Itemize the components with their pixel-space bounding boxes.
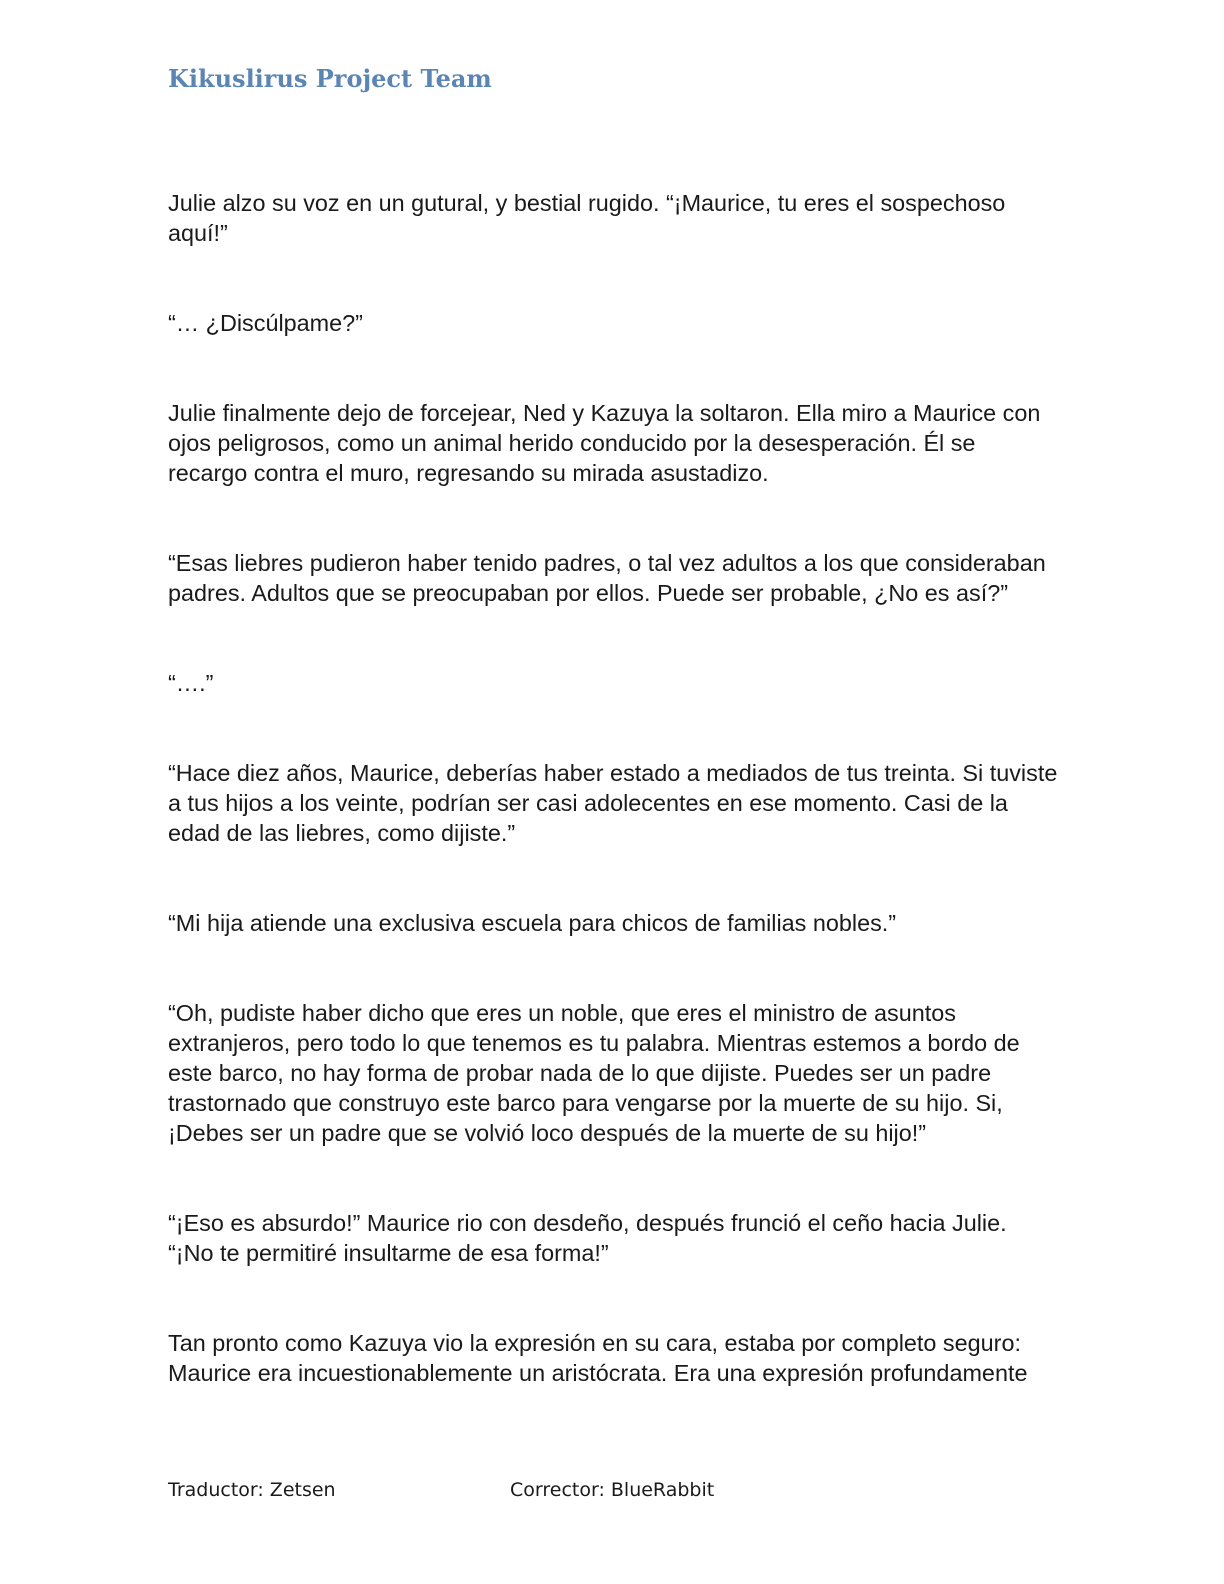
paragraph: Julie alzo su voz en un gutural, y bestial rugido. “¡Maurice, tu eres el sospechoso aquí!” [168, 190, 1006, 246]
paragraph: “Mi hija atiende una exclusiva escuela para chicos de familias nobles.” [168, 910, 897, 936]
paragraph: Julie finalmente dejo de forcejear, Ned y Kazuya la soltaron. Ella miro a Maurice con ojos peligrosos, como un animal herido conducido por la desesperación. Él se recargo contra el muro, regresando su mirada asustadizo. [168, 400, 1041, 486]
paragraph: “¡Eso es absurdo!” Maurice rio con desdeño, después frunció el ceño hacia Julie. “¡No te permitiré insultarme de esa forma!” [168, 1210, 1007, 1266]
footer-translator: Traductor: Zetsen [168, 1479, 336, 1501]
footer-corrector: Corrector: BlueRabbit [510, 1479, 715, 1501]
paragraph: “….” [168, 670, 214, 696]
paragraph: “… ¿Discúlpame?” [168, 310, 363, 336]
page-footer [168, 1479, 868, 1505]
document-body [168, 188, 1058, 1448]
paragraph: “Hace diez años, Maurice, deberías haber estado a mediados de tus treinta. Si tuviste a tus hijos a los veinte, podrían ser casi adolecentes en ese momento. Casi de la edad de las liebres, como dijiste.” [168, 760, 1058, 846]
paragraph: “Oh, pudiste haber dicho que eres un noble, que eres el ministro de asuntos extranjeros, pero todo lo que tenemos es tu palabra. Mientras estemos a bordo de este barco, no hay forma de probar nada de lo que dijiste. Puedes ser un padre trastornado que construyo este barco para vengarse por la muerte de su hijo. Si, ¡Debes ser un padre que se volvió loco después de la muerte de su hijo!” [168, 1000, 1020, 1146]
paragraph: Tan pronto como Kazuya vio la expresión en su cara, estaba por completo seguro: Maurice era incuestionablemente un aristócrata. Era una expresión profundamente [168, 1330, 1028, 1386]
paragraph: “Esas liebres pudieron haber tenido padres, o tal vez adultos a los que consideraban padres. Adultos que se preocupaban por ellos. Puede ser probable, ¿No es así?” [168, 550, 1046, 606]
header-title: Kikuslirus Project Team [168, 64, 492, 93]
